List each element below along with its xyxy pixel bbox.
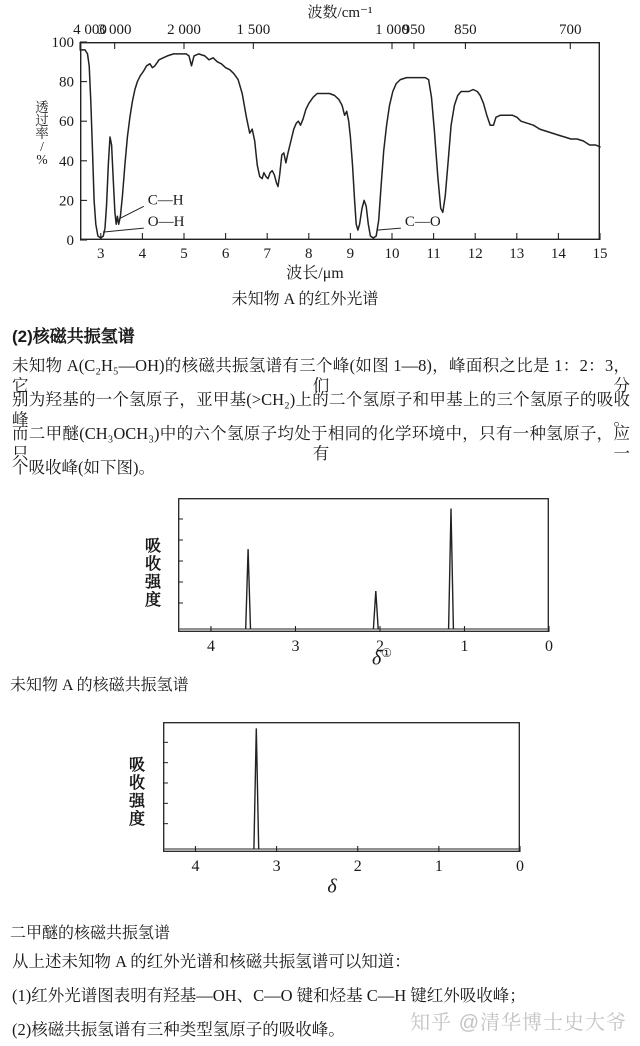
ir-x-tick-label: 8 (305, 246, 313, 262)
ir-top-tick-label: 4 000 (73, 22, 107, 38)
ir-x-tick-label: 12 (467, 246, 483, 262)
ir-y-tick-label: 40 (59, 153, 74, 170)
ir-top-tick-label: 1 000 (375, 22, 409, 38)
ir-top-tick-label: 1 500 (236, 22, 271, 38)
paragraph-line: 而二甲醚(CH₃OCH₃)中的六个氢原子均处于相同的化学环境中，只有一种氢原子，应只有一 (12, 424, 630, 463)
ir-top-tick-label: 950 (402, 22, 426, 38)
nmr-ether-caption: 二甲醚的核磁共振氢谱 (10, 925, 171, 942)
nmr-a-ylabel-char: 度 (144, 592, 161, 609)
section-heading: (2)核磁共振氢谱 (12, 327, 135, 346)
ir-transmittance-curve (80, 50, 600, 238)
ir-x-tick-label: 15 (592, 246, 608, 262)
nmr-e-ylabel-char: 度 (128, 811, 145, 828)
nmr-e-ylabel-char: 强 (128, 793, 145, 810)
ir-y-axis-label-char: 率 (35, 126, 49, 141)
nmr-ether-plot (163, 722, 524, 875)
conclusion-item: (2)核磁共振氢谱有三种类型氢原子的吸收峰。 (12, 1020, 345, 1039)
nmr-peak (254, 728, 259, 849)
ir-x-tick-label: 9 (346, 246, 355, 262)
ir-annotation-leader-line (120, 206, 143, 218)
ir-x-tick-label: 11 (426, 246, 441, 262)
ir-top-tick-label: 3 000 (97, 22, 132, 38)
nmr-peak (449, 509, 454, 630)
ir-spectrum-plot (51, 22, 608, 262)
nmr-x-tick-label: 4 (191, 858, 200, 875)
ir-y-axis-label-char: % (36, 152, 48, 167)
ir-x-tick-label: 10 (384, 246, 400, 262)
ir-top-tick-label: 850 (454, 22, 477, 38)
paragraph-line: 个吸收峰(如下图)。 (12, 458, 155, 477)
nmr-a-ylabel-char: 吸 (144, 538, 161, 555)
paragraph-line: 未知物 A(C₂H₅—OH)的核磁共振氢谱有三个峰(如图 1—8)，峰面积之比是 1：2：3，它们分 (12, 356, 630, 395)
nmr-a-ylabel-char: 收 (144, 556, 161, 573)
nmr-x-tick-label: 4 (206, 638, 215, 655)
nmr-x-tick-label: 3 (291, 638, 300, 655)
watermark: 知乎 @清华博士史大爷 (410, 1012, 627, 1034)
nmr-ether-y-axis-label (126, 757, 148, 829)
ir-x-tick-label: 13 (509, 246, 525, 262)
nmr-e-ylabel-char: 收 (128, 775, 145, 792)
ir-annotation-leader-line (377, 228, 401, 230)
nmr-ether-x-axis-label (302, 874, 362, 899)
ir-top-tick-label: 700 (559, 22, 582, 38)
nmr-a-x-axis-label (352, 646, 412, 671)
nmr-x-tick-label: 2 (375, 638, 384, 655)
nmr-peak (246, 549, 251, 629)
ir-x-tick-label: 7 (263, 246, 271, 262)
nmr-x-tick-label: 1 (460, 638, 469, 655)
ir-annotation-label: C—O (404, 214, 441, 231)
nmr-a-plot (178, 498, 553, 655)
ir-plot-border (81, 43, 600, 240)
ir-y-tick-label: 0 (66, 233, 74, 249)
ir-annotation-leader-line (103, 228, 144, 232)
ir-annotation-label: O—H (147, 214, 185, 231)
nmr-x-tick-label: 1 (434, 858, 443, 875)
ir-annotation-label: C—H (147, 192, 184, 209)
nmr-x-tick-label: 0 (545, 638, 553, 655)
ir-y-tick-label: 80 (59, 74, 74, 91)
ir-x-tick-label: 3 (97, 246, 105, 262)
conclusion-intro: 从上述未知物 A 的红外光谱和核磁共振氢谱可以知道： (12, 952, 411, 971)
nmr-plot-border (179, 499, 549, 632)
ir-figure-caption: 未知物 A 的红外光谱 (231, 291, 379, 308)
ir-y-axis-label-char: 过 (35, 113, 49, 128)
nmr-x-tick-label: 3 (272, 858, 281, 875)
ir-x-tick-label: 6 (221, 246, 230, 262)
nmr-x-tick-label: 0 (516, 858, 524, 875)
ir-y-axis-label-char: 透 (35, 100, 49, 115)
nmr-a-caption: 未知物 A 的核磁共振氢谱 (10, 677, 189, 694)
ir-x-tick-label: 5 (180, 246, 188, 262)
nmr-a-y-axis-label (142, 538, 164, 610)
ir-y-tick-label: 20 (59, 193, 74, 210)
delta-symbol: δ (327, 875, 337, 898)
ir-y-axis-label-char: / (40, 139, 44, 154)
nmr-a-ylabel-char: 强 (144, 574, 161, 591)
nmr-plot-border (164, 723, 520, 852)
nmr-e-ylabel-char: 吸 (128, 757, 145, 774)
ir-y-axis-label (33, 101, 51, 166)
ir-y-tick-label: 60 (59, 114, 74, 131)
ir-x-tick-label: 14 (550, 246, 566, 262)
nmr-x-tick-label: 2 (353, 858, 362, 875)
ir-top-tick-label: 2 000 (167, 22, 201, 38)
conclusion-item: (1)红外光谱图表明有羟基—OH、C—O 键和烃基 C—H 键红外吸收峰； (12, 986, 526, 1005)
delta-superscript: ① (381, 646, 393, 660)
ir-y-tick-label: 100 (51, 35, 74, 51)
ir-top-axis-title: 波数/cm⁻¹ (307, 5, 373, 21)
nmr-peak (373, 591, 378, 629)
paragraph-line: 别为羟基的一个氢原子，亚甲基(>CH₂)上的二个氢原子和甲基上的三个氢原子的吸收峰。 (12, 390, 630, 429)
ir-x-tick-label: 4 (138, 246, 147, 262)
delta-symbol: δ (371, 647, 382, 670)
ir-x-axis-label: 波长/μm (286, 265, 344, 282)
